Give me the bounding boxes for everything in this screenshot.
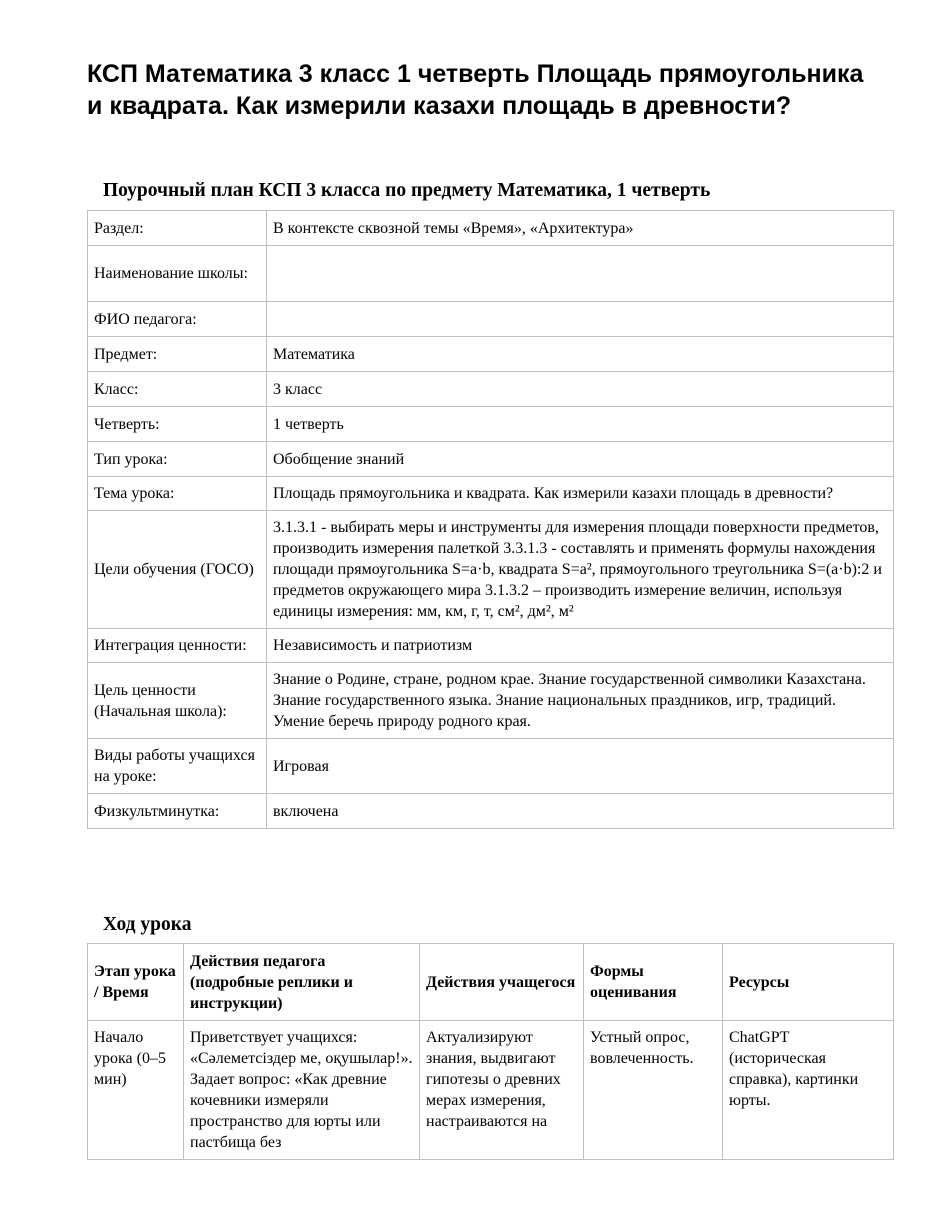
lesson-flow-table (87, 943, 894, 1160)
row-label: Цели обучения (ГОСО) (88, 511, 267, 629)
table-row (88, 302, 894, 337)
row-label: Тема урока: (88, 477, 267, 511)
row-value: Обобщение знаний (267, 442, 894, 477)
row-value: Математика (267, 337, 894, 372)
row-value: 3.1.3.1 - выбирать меры и инструменты для измерения площади поверхности предметов, производить измерения палеткой 3.3.1.3 - составлять и применять формулы нахождения площади прямоугольника S=a·b, квадрата S=a², прямоугольного треугольника S=(a·b):2 и предметов окружающего мира 3.1.3.2 – производить измерение величин, используя единицы измерения: мм, км, г, т, см², дм², м² (267, 511, 894, 629)
row-value: 1 четверть (267, 407, 894, 442)
column-header-resources: Ресурсы (723, 944, 894, 1021)
table-row (88, 511, 894, 629)
row-label: Тип урока: (88, 442, 267, 477)
cell-student-actions: Актуализируют знания, выдвигают гипотезы о древних мерах измерения, настраиваются на (420, 1021, 584, 1160)
row-value: Независимость и патриотизм (267, 629, 894, 663)
lesson-flow-heading: Ход урока (103, 914, 192, 935)
cell-stage: Начало урока (0–5 мин) (88, 1021, 184, 1160)
row-label: Класс: (88, 372, 267, 407)
row-value: В контексте сквозной темы «Время», «Архитектура» (267, 211, 894, 246)
table-row (88, 1021, 894, 1160)
column-header-stage: Этап урока / Время (88, 944, 184, 1021)
lesson-plan-table (87, 210, 894, 829)
table-row (88, 337, 894, 372)
row-label: Виды работы учащихся на уроке: (88, 739, 267, 794)
cell-resources: ChatGPT (историческая справка), картинки юрты. (723, 1021, 894, 1160)
row-label: Наименование школы: (88, 246, 267, 302)
cell-teacher-actions: Приветствует учащихся: «Сәлеметсіздер ме, оқушылар!». Задает вопрос: «Как древние кочевники измеряли пространство для юрты или пастбища без (184, 1021, 420, 1160)
row-label: Цель ценности (Начальная школа): (88, 663, 267, 739)
document-title: КСП Математика 3 класс 1 четверть Площадь прямоугольника и квадрата. Как измерили казахи площадь в древности? (87, 60, 864, 120)
table-header-row (88, 944, 894, 1021)
row-value (267, 302, 894, 337)
table-row (88, 246, 894, 302)
row-value (267, 246, 894, 302)
row-label: Интеграция ценности: (88, 629, 267, 663)
row-value: включена (267, 794, 894, 829)
row-value: 3 класс (267, 372, 894, 407)
table-row (88, 739, 894, 794)
plan-heading: Поурочный план КСП 3 класса по предмету Математика, 1 четверть (103, 180, 711, 201)
table-row (88, 407, 894, 442)
row-label: Четверть: (88, 407, 267, 442)
column-header-teacher-actions: Действия педагога (подробные реплики и инструкции) (184, 944, 420, 1021)
row-value: Игровая (267, 739, 894, 794)
table-row (88, 663, 894, 739)
table-row (88, 372, 894, 407)
row-value: Площадь прямоугольника и квадрата. Как измерили казахи площадь в древности? (267, 477, 894, 511)
row-label: ФИО педагога: (88, 302, 267, 337)
table-row (88, 442, 894, 477)
column-header-student-actions: Действия учащегося (420, 944, 584, 1021)
cell-assessment: Устный опрос, вовлеченность. (584, 1021, 723, 1160)
row-label: Физкультминутка: (88, 794, 267, 829)
table-row (88, 629, 894, 663)
row-value: Знание о Родине, стране, родном крае. Знание государственной символики Казахстана. Знание государственного языка. Знание национальных праздников, игр, традиций. Умение беречь природу родного края. (267, 663, 894, 739)
column-header-assessment: Формы оценивания (584, 944, 723, 1021)
table-row (88, 477, 894, 511)
table-row (88, 794, 894, 829)
table-row (88, 211, 894, 246)
row-label: Раздел: (88, 211, 267, 246)
row-label: Предмет: (88, 337, 267, 372)
